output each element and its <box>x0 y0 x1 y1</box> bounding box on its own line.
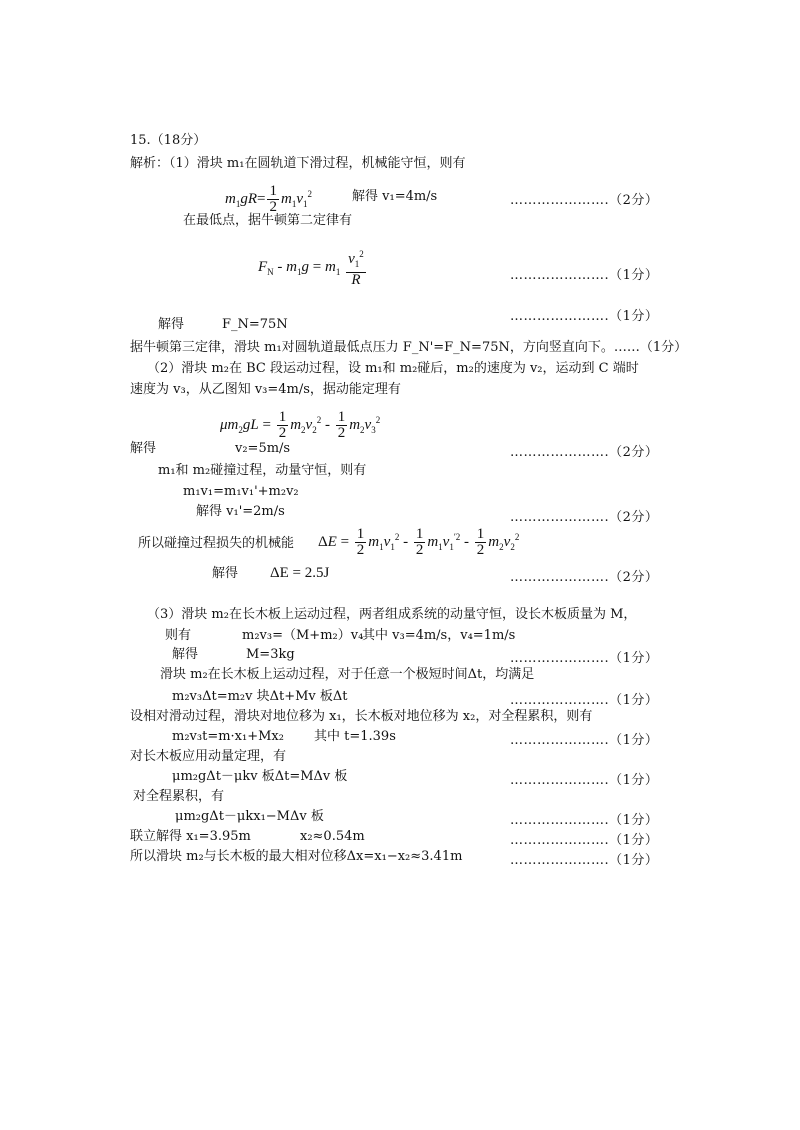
x1-solution: 联立解得 x₁=3.95m <box>130 829 251 844</box>
newton-law-text: 在最低点，据牛顿第二定律有 <box>183 213 353 228</box>
energy-loss-equation: ΔE = $\frac{1}{2}$ $m_1v_1^2$ - $\frac{1}{2}$ $m_1v_1^{'2}$ - $\frac{1}{2}$ $m_2v_2^2$ <box>318 526 520 558</box>
fn-label: 解得 <box>158 317 185 332</box>
part3-intro: （3）滑块 m₂在长木板上运动过程，两者组成系统的动量守恒，设长木板质量为 M， <box>147 607 637 622</box>
score-dots: ………………….（1分） <box>510 853 659 868</box>
third-law-text: 据牛顿第三定律，滑块 m₁对圆轨道最低点压力 F_N'=F_N=75N，方向竖直向下。……（1分） <box>130 340 688 355</box>
part2-intro-2: 速度为 v₃，从乙图知 v₃=4m/s，据动能定理有 <box>130 382 401 397</box>
score-dots: ………………….（1分） <box>510 693 659 708</box>
score-dots: ………………….（2分） <box>510 510 659 525</box>
accumulated-equation: m₂v₃t=m·x₁+Mx₂ <box>172 729 284 744</box>
mass-label: 解得 <box>172 647 199 662</box>
energy-loss-text: 所以碰撞过程损失的机械能 <box>138 536 295 551</box>
impulse-text: 对长木板应用动量定理，有 <box>130 749 287 764</box>
energy-equation: $m_1gR=$ $\frac{1}{2}$ $m_1v_1^2$ <box>225 183 312 215</box>
v1-solution: 解得 v₁=4m/s <box>352 189 438 204</box>
interval-equation: m₂v₃Δt=m₂v 块Δt+Mv 板Δt <box>172 689 348 704</box>
part1-intro: 解析：（1）滑块 m₁在圆轨道下滑过程，机械能守恒，则有 <box>130 156 466 171</box>
fn-value: F_N=75N <box>222 317 288 332</box>
momentum-equation: m₁v₁=m₁v₁'+m₂v₂ <box>183 484 299 499</box>
score-dots: ………………….（1分） <box>510 773 659 788</box>
part3-then: 则有 <box>165 628 192 643</box>
delta-e-label: 解得 <box>212 566 239 581</box>
score-dots: ………………….（2分） <box>510 193 659 208</box>
part2-intro-1: （2）滑块 m₂在 BC 段运动过程，设 m₁和 m₂碰后，m₂的速度为 v₂，运动到 C 端时 <box>147 361 639 376</box>
delta-e-value: ΔE = 2.5J <box>270 565 330 581</box>
accumulate-equation: μm₂gΔt－μkx₁−MΔv 板 <box>175 809 324 824</box>
work-energy-equation: $\mu m_2gL$ = $\frac{1}{2}$ $m_2v_2^2$ - $\frac{1}{2}$ $m_2v_3^2$ <box>220 409 381 441</box>
score-dots: ………………….（1分） <box>510 309 659 324</box>
given-values: 其中 v₃=4m/s，v₄=1m/s <box>362 628 516 643</box>
v1-prime-solution: 解得 v₁'=2m/s <box>196 504 285 519</box>
score-dots: ………………….（1分） <box>510 733 659 748</box>
score-dots: ………………….（1分） <box>510 268 659 283</box>
accumulate-text: 对全程累积，有 <box>133 789 225 804</box>
short-interval-text: 滑块 m₂在长木板上运动过程，对于任意一个极短时间Δt，均满足 <box>160 667 535 682</box>
system-momentum-equation: m₂v₃=（M+m₂）v₄ <box>242 628 364 643</box>
v2-value: v₂=5m/s <box>235 441 291 456</box>
displacement-text: 设相对滑动过程，滑块对地位移为 x₁，长木板对地位移为 x₂，对全程累积，则有 <box>130 709 593 724</box>
score-dots: ………………….（2分） <box>510 445 659 460</box>
time-value: 其中 t=1.39s <box>314 729 396 744</box>
score-dots: ………………….（1分） <box>510 813 659 828</box>
newton-equation: $F_N - m_1g = m_1$ $\frac{v_1^2}{R}$ <box>258 249 364 288</box>
collision-text: m₁和 m₂碰撞过程，动量守恒，则有 <box>158 463 367 478</box>
v2-label: 解得 <box>130 441 157 456</box>
question-header: 15.（18分） <box>130 133 207 148</box>
x2-value: x₂≈0.54m <box>300 829 365 844</box>
score-dots: ………………….（2分） <box>510 570 659 585</box>
final-answer: 所以滑块 m₂与长木板的最大相对位移Δx=x₁−x₂≈3.41m <box>130 849 463 864</box>
impulse-equation: μm₂gΔt－μkv 板Δt=MΔv 板 <box>172 769 348 784</box>
score-dots: ………………….（1分） <box>510 833 659 848</box>
mass-value: M=3kg <box>246 647 295 662</box>
score-dots: ………………….（1分） <box>510 651 659 666</box>
